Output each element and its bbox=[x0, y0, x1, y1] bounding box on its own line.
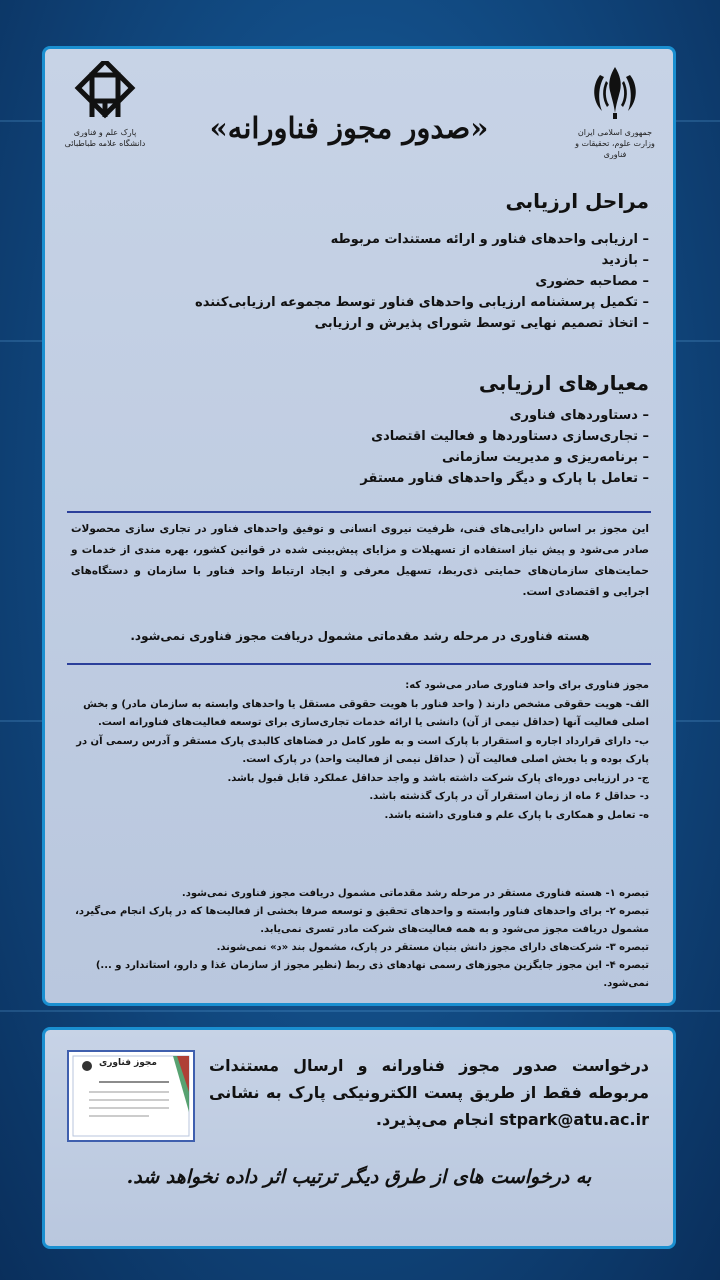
list-item: – اتخاذ تصمیم نهایی توسط شورای پذیرش و ارزیابی bbox=[195, 313, 649, 334]
park-logo-icon bbox=[72, 61, 138, 123]
list-item: – مصاحبه حضوری bbox=[195, 271, 649, 292]
stages-title: مراحل ارزیابی bbox=[505, 189, 649, 213]
notes-block bbox=[71, 885, 649, 993]
list-item: – تعامل با پارک و دیگر واحدهای فناور مستقر bbox=[360, 468, 649, 489]
request-text bbox=[209, 1052, 649, 1133]
left-logo-caption-2: دانشگاه علامه طباطبائی bbox=[64, 139, 146, 148]
condition-item: الف- هویت حقوقی مشخص دارند ( واحد فناور با هویت حقوقی مستقل یا واحدهای وابسته به سازمان مادر) و بخش اصلی فعالیت آنها (حداقل نیمی از آن) دانشی یا ارائه خدمات تجاری‌سازی برای توسعه فعالیت‌های فناورانه است. bbox=[83, 698, 649, 728]
certificate-thumbnail bbox=[67, 1050, 195, 1142]
list-item: – تکمیل پرسشنامه ارزیابی واحدهای فناور توسط مجموعه ارزیابی‌کننده bbox=[195, 292, 649, 313]
list-item: – بازدید bbox=[195, 250, 649, 271]
note-item: تبصره ۱- هسته فناوری مستقر در مرحله رشد مقدماتی مشمول دریافت مجوز فناوری نمی‌شود. bbox=[181, 888, 649, 899]
criteria-list bbox=[360, 405, 649, 489]
condition-item: ج- در ارزیابی دوره‌ای پارک شرکت داشته باشد و واجد حداقل عملکرد قابل قبول باشد. bbox=[227, 772, 649, 784]
license-info-card bbox=[42, 46, 676, 1006]
condition-item: ب- دارای قرارداد اجاره و استقرار با پارک است و به طور کامل در فضاهای کالبدی پارک مستقر و آدرس رسمی آن در پارک بوده و یا بخش اصلی فعالیت آن ( حداقل نیمی از فعالیت واحد) در پارک است. bbox=[76, 735, 649, 765]
condition-item: ه- تعامل و همکاری با پارک علم و فناوری داشته باشد. bbox=[384, 809, 649, 821]
certificate-heading: مجوز فناوری bbox=[99, 1058, 157, 1068]
section-divider bbox=[67, 663, 651, 665]
conditions-intro: مجوز فناوری برای واحد فناوری صادر می‌شود که: bbox=[405, 680, 649, 691]
request-text-after: انجام می‌پذیرد. bbox=[375, 1110, 494, 1129]
warning-text: به درخواست های از طرق دیگر ترتیب اثر داده نخواهد شد. bbox=[126, 1166, 592, 1188]
park-logo bbox=[59, 61, 151, 149]
right-logo-caption-1: جمهوری اسلامی ایران bbox=[577, 128, 653, 137]
iran-emblem-icon bbox=[584, 61, 646, 123]
stages-list bbox=[195, 229, 649, 334]
criteria-title: معیارهای ارزیابی bbox=[478, 371, 649, 395]
condition-item: د- حداقل ۶ ماه از زمان استقرار آن در پارک گذشته باشد. bbox=[369, 791, 649, 802]
intro-paragraph: این مجوز بر اساس دارایی‌های فنی، ظرفیت نیروی انسانی و توفیق واحدهای فناور در تجاری سازی محصولات صادر می‌شود و پیش نیاز استفاده از تسهیلات و مزایای پیش‌بینی شده در قوانین کشور، بهره مندی از خدمات و حمایت‌های سازمان‌های حمایتی ذی‌ربط، تسهیل معرفی و ایجاد ارتباط واحد فناور با سازمان و دستگاه‌های اجرایی و اقتصادی است. bbox=[71, 523, 649, 598]
note-item: تبصره ۳- شرکت‌های دارای مجوز دانش بنیان مستقر در پارک، مشمول بند «د» نمی‌شوند. bbox=[216, 942, 649, 953]
left-logo-caption-1: پارک علم و فناوری bbox=[73, 128, 137, 137]
request-card bbox=[42, 1027, 676, 1249]
note-item: تبصره ۲- برای واحدهای فناور وابسته و واحدهای تحقیق و توسعه صرفا بخشی از فعالیت‌ها که در پارک انجام می‌گیرد، مشمول دریافت مجوز می‌شود و به همه فعالیت‌های شرکت مادر تسری نمی‌یابد. bbox=[75, 906, 649, 935]
list-item: – دستاوردهای فناوری bbox=[360, 405, 649, 426]
list-item: – برنامه‌ریزی و مدیریت سازمانی bbox=[360, 447, 649, 468]
list-item: – تجاری‌سازی دستاوردها و فعالیت اقتصادی bbox=[360, 426, 649, 447]
list-item: – ارزیابی واحدهای فناور و ارائه مستندات مربوطه bbox=[195, 229, 649, 250]
page-title: «صدور مجوز فناورانه» bbox=[209, 111, 489, 145]
note-item: تبصره ۴- این مجوز جایگزین مجوزهای رسمی نهادهای ذی ربط (نظیر مجوز از سازمان غذا و دارو، استاندارد و ...) نمی‌شود. bbox=[95, 960, 649, 989]
header bbox=[45, 49, 673, 169]
iran-emblem-logo bbox=[571, 61, 659, 160]
section-divider bbox=[67, 511, 651, 513]
right-logo-caption-2: وزارت علوم، تحقیقات و فناوری bbox=[575, 139, 655, 159]
email-link[interactable]: stpark@atu.ac.ir bbox=[499, 1110, 649, 1129]
conditions-block bbox=[71, 677, 649, 825]
request-text-before: درخواست صدور مجوز فناورانه و ارسال مستندات مربوطه فقط از طریق پست الکترونیکی پارک به نشانی bbox=[209, 1056, 649, 1102]
incubator-note: هسته فناوری در مرحله رشد مقدماتی مشمول دریافت مجوز فناوری نمی‌شود. bbox=[130, 629, 590, 643]
